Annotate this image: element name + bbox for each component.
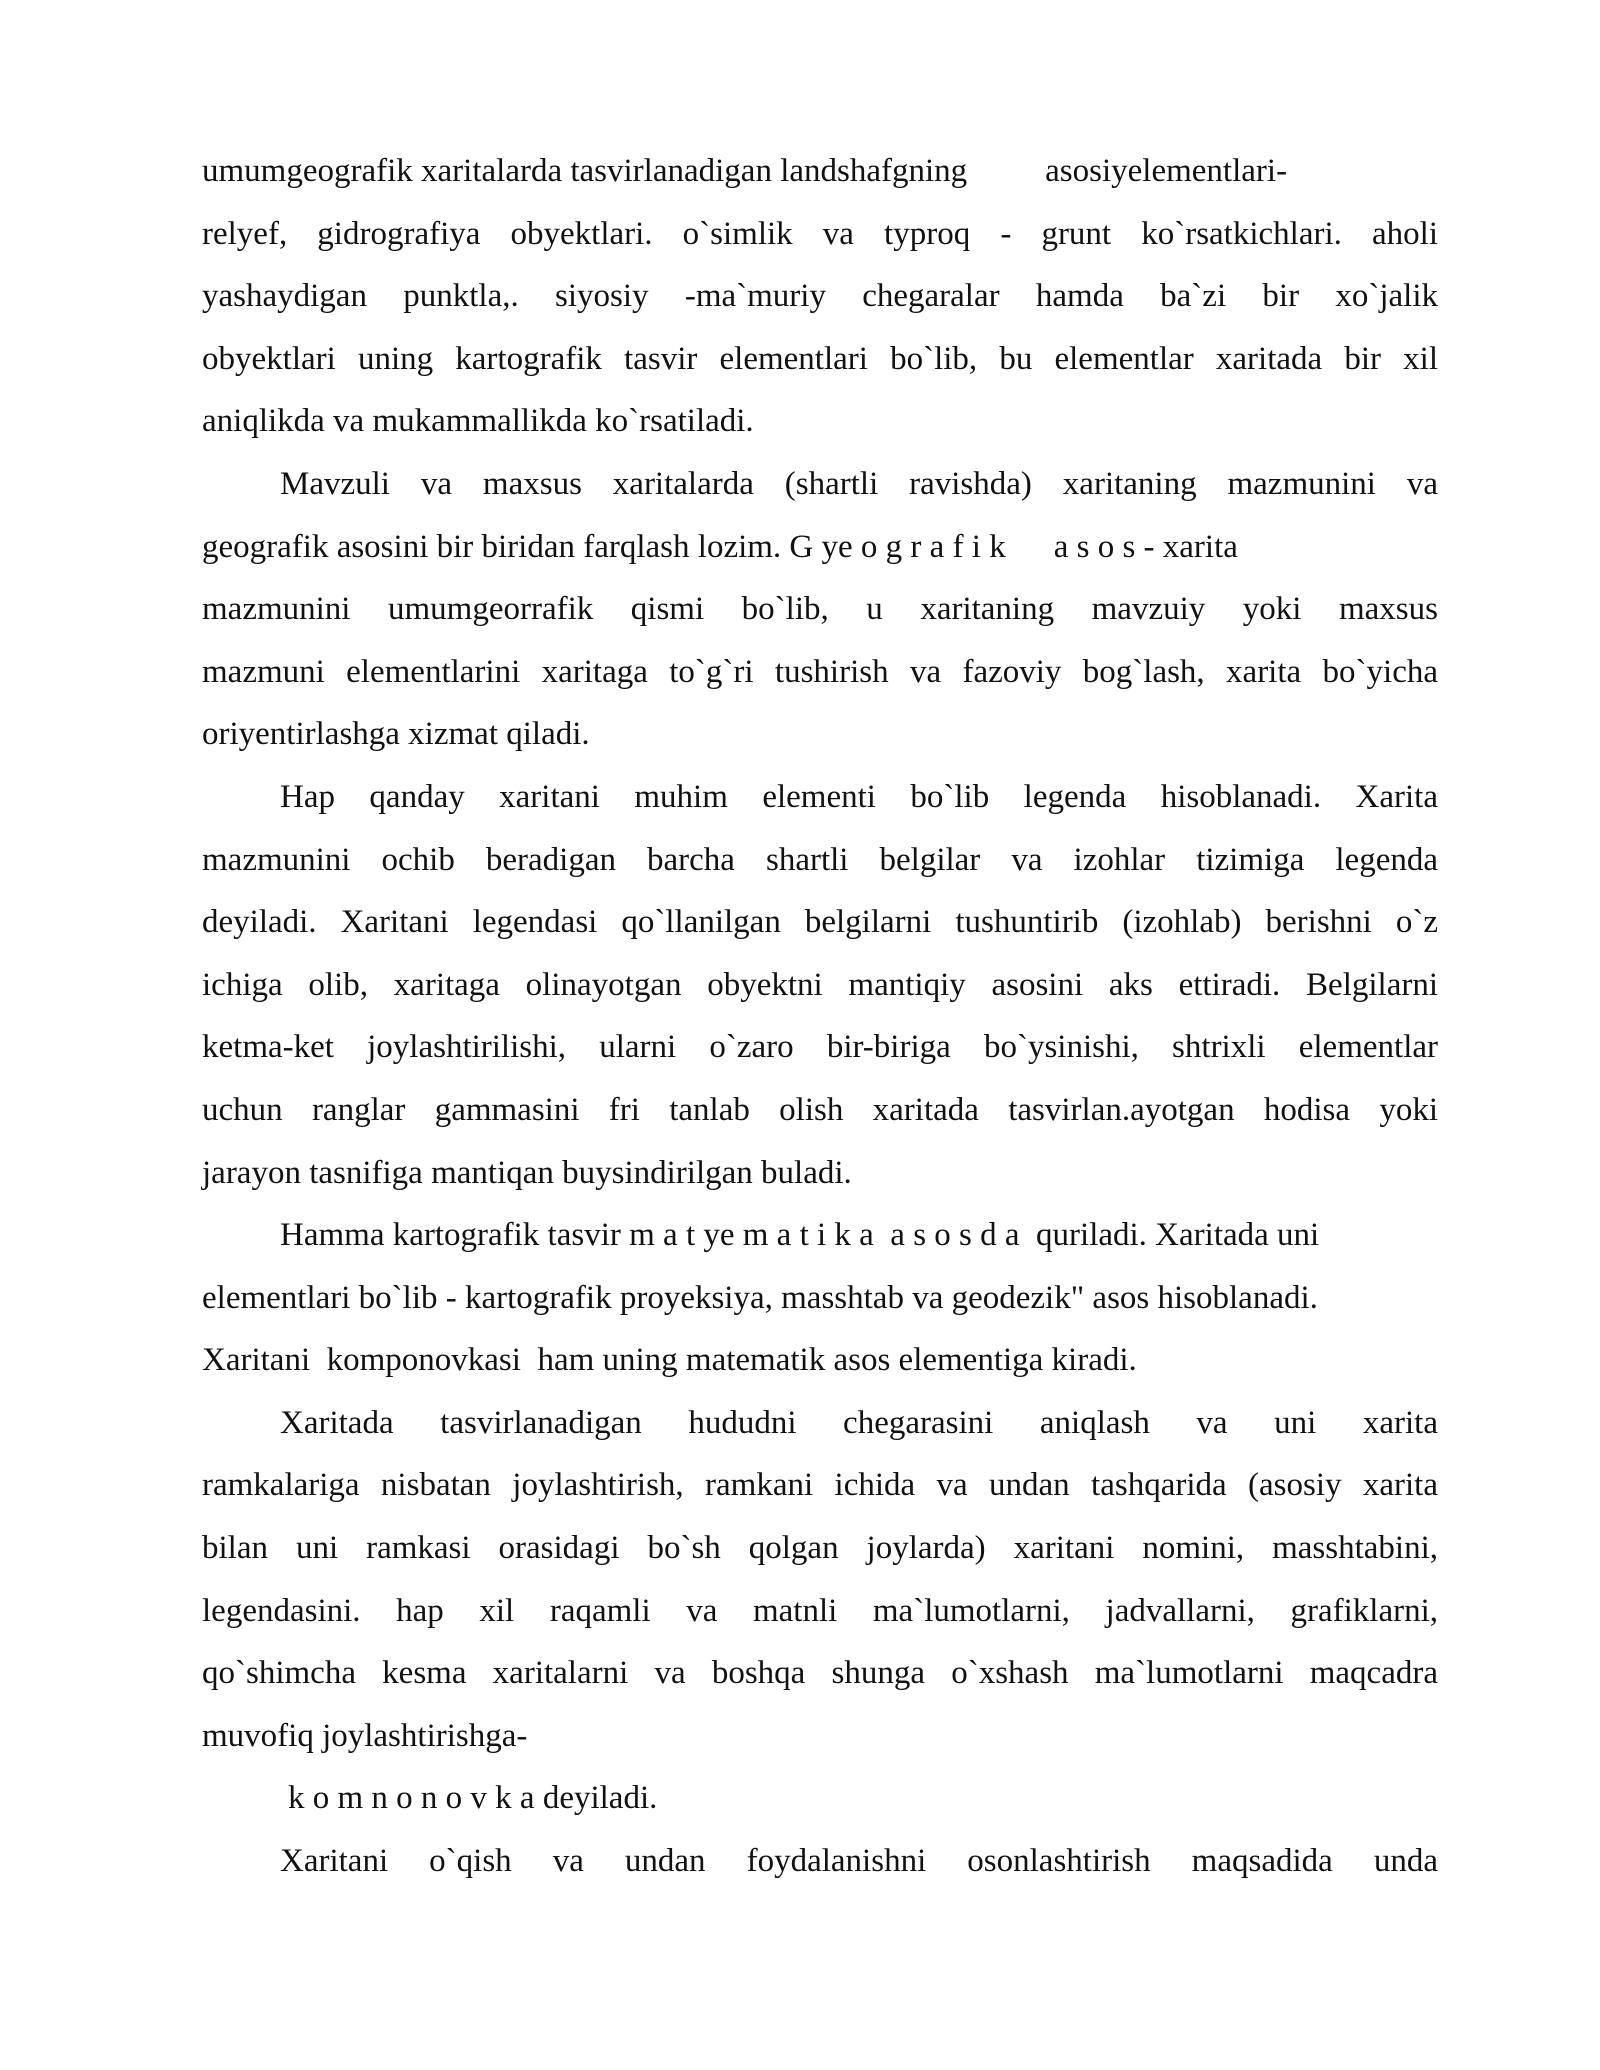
document-body [202,140,1438,1893]
text-line: Xaritada tasvirlanadigan hududni chegarasini aniqlash va uni xarita [280,1404,1438,1441]
text-line: yashaydigan punktla,. siyosiy -ma`muriy chegaralar hamda ba`zi bir xo`jalik [202,278,1438,315]
text-line: muvofiq joylashtirishga- [202,1717,528,1754]
text-line: qo`shimcha kesma xaritalarni va boshqa shunga o`xshash ma`lumotlarni maqcadra [202,1655,1438,1692]
text-line: Hamma kartografik tasvir m a t ye m a t i k a a s o s d a quriladi. Xaritada uni [280,1217,1320,1254]
text-line: k o m n o n o v k a deyiladi. [288,1780,658,1817]
text-line: Xaritani o`qish va undan foydalanishni osonlashtirish maqsadida unda [280,1843,1438,1880]
text-line: ichiga olib, xaritaga olinayotgan obyektni mantiqiy asosini aks ettiradi. Belgilarni [202,966,1438,1003]
text-line: ramkalariga nisbatan joylashtirish, ramkani ichida va undan tashqarida (asosiy xarita [202,1467,1438,1504]
text-line: Xaritani komponovkasi ham uning matematik asos elementiga kiradi. [202,1342,1137,1379]
text-line: uchun ranglar gammasini fri tanlab olish xaritada tasvirlan.ayotgan hodisa yoki [202,1091,1438,1128]
text-line: mazmunini umumgeorrafik qismi bo`lib, u xaritaning mavzuiy yoki maxsus [202,591,1438,628]
text-segment: asosiyelementlari- [1045,153,1288,189]
text-line [202,516,1438,579]
text-segment: umumgeografik xaritalarda tasvirlanadigan landshafgning [202,153,968,189]
text-line [202,140,1438,203]
text-line: Mavzuli va maxsus xaritalarda (shartli ravishda) xaritaning mazmunini va [280,465,1438,502]
text-line: legendasini. hap xil raqamli va matnli ma`lumotlarni, jadvallarni, grafiklarni, [202,1592,1438,1629]
text-line: obyektlari uning kartografik tasvir elementlari bo`lib, bu elementlar xaritada bir xil [202,340,1438,377]
text-line: oriyentirlashga xizmat qiladi. [202,716,590,753]
text-line: deyiladi. Xaritani legendasi qo`llanilgan belgilarni tushuntirib (izohlab) berishni o`z [202,904,1438,941]
text-line: aniqlikda va mukammallikda ko`rsatiladi. [202,403,754,440]
text-line: mazmuni elementlarini xaritaga to`g`ri tushirish va fazoviy bog`lash, xarita bo`yicha [202,653,1438,690]
text-line: relyef, gidrografiya obyektlari. o`simlik va typroq - grunt ko`rsatkichlari. aholi [202,215,1438,252]
text-line: Hap qanday xaritani muhim elementi bo`lib legenda hisoblanadi. Xarita [280,778,1438,815]
text-line: elementlari bo`lib - kartografik proyeksiya, masshtab va geodezik" asos hisoblanadi. [202,1279,1318,1316]
text-line: jarayon tasnifiga mantiqan buysindirilgan buladi. [202,1154,852,1191]
text-line: mazmunini ochib beradigan barcha shartli belgilar va izohlar tizimiga legenda [202,841,1438,878]
text-line: ketma-ket joylashtirilishi, ularni o`zaro bir-biriga bo`ysinishi, shtrixli elementlar [202,1029,1438,1066]
text-segment: geografik asosini bir biridan farqlash lozim. G ye o g r a f i k [202,528,1006,565]
text-line: bilan uni ramkasi orasidagi bo`sh qolgan joylarda) xaritani nomini, masshtabini, [202,1530,1438,1567]
text-segment: a s o s - xarita [1053,528,1238,565]
